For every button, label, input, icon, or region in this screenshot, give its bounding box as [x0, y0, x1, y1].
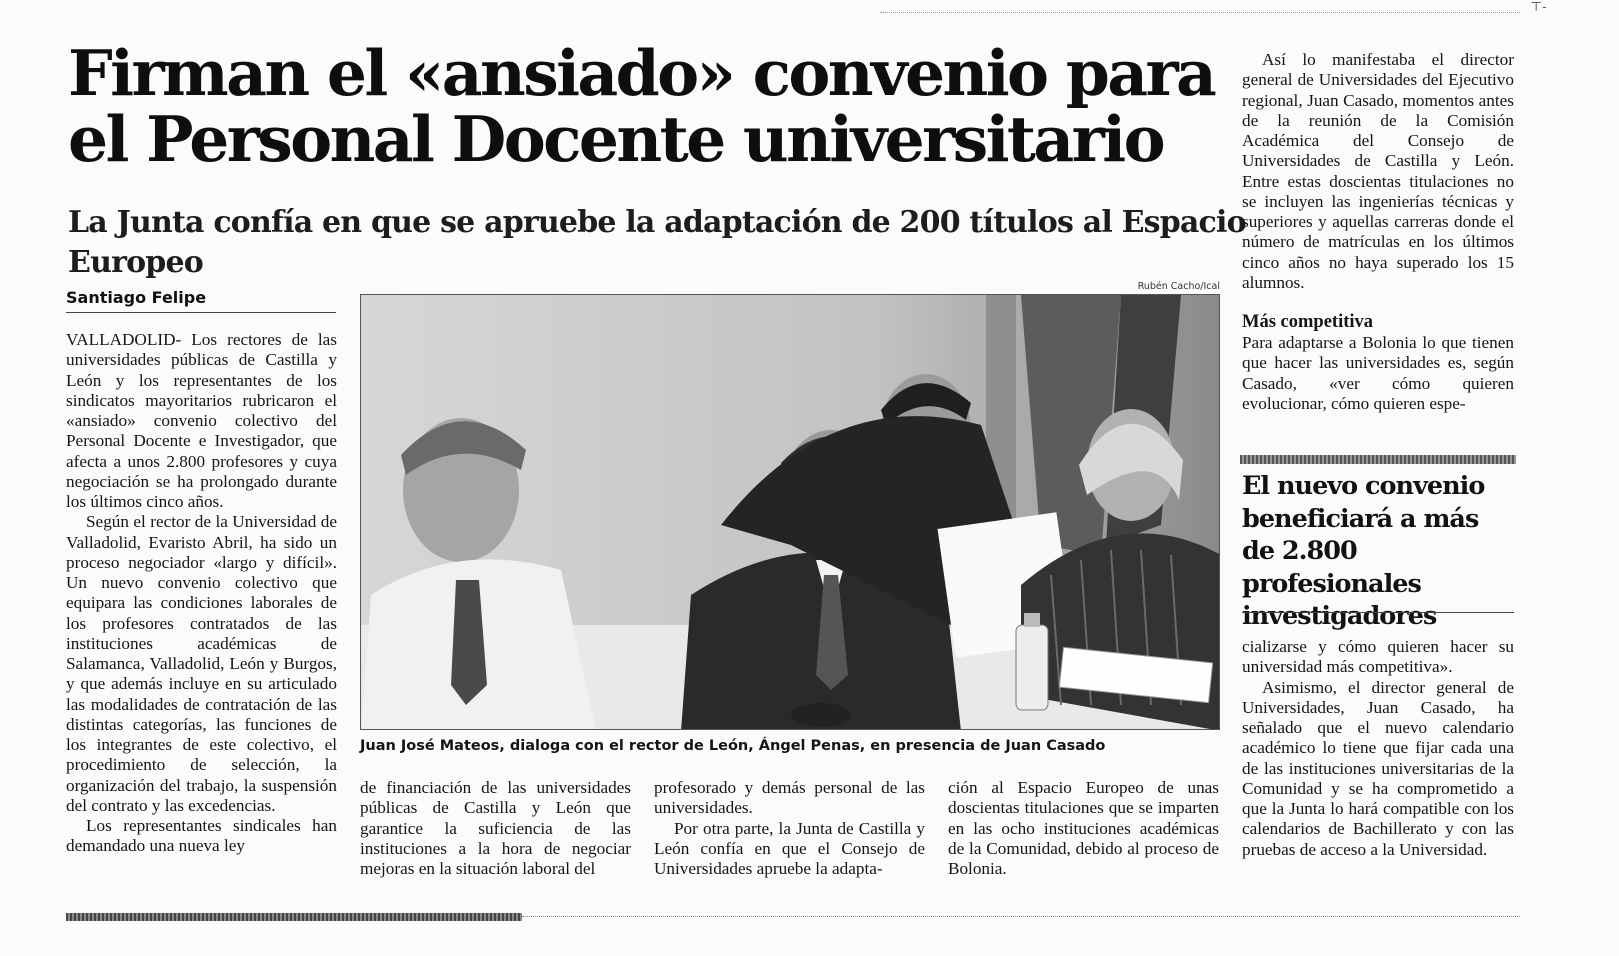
paragraph: profesorado y demás personal de las universidades.	[654, 778, 925, 818]
paragraph: cializarse y cómo quieren hacer su universidad más competitiva».	[1242, 637, 1514, 677]
paragraph: VALLADOLID- Los rectores de las universidades públicas de Castilla y León y los representantes de los sindicatos mayoritarios rubricaron el «ansiado» convenio colectivo del Personal Docente e Investigador, que afecta a unos 2.800 profesores y cuya negociación se ha prolongado durante los últimos cinco años.	[66, 330, 337, 511]
byline: Santiago Felipe	[66, 288, 207, 307]
paragraph: Para adaptarse a Bolonia lo que tienen que hacer las universidades es, según Casado, «ver cómo quieren evolucionar, cómo quieren espe-	[1242, 333, 1514, 413]
section-subhead: Más competitiva	[1242, 312, 1374, 332]
article-column-1	[66, 330, 337, 857]
article-column-4	[948, 778, 1219, 879]
pullquote-band	[1240, 455, 1516, 464]
paragraph: Así lo manifestaba el director general de Universidades del Ejecutivo regional, Juan Casado, momentos antes de la reunión de la Comisión Académica del Consejo de Universidades de Castilla y León. Entre estas doscientas titulaciones no se incluyen las ingenierías técnicas y superiores y aquellas carreras donde el número de matrículas en los últimos cinco años no haya superado los 15 alumnos.	[1242, 50, 1514, 292]
news-photo	[360, 294, 1220, 730]
pullquote-headline: El nuevo convenio beneficiará a más de 2.800 profesionales investigadores	[1242, 471, 1485, 631]
paragraph: Los representantes sindicales han demandado una nueva ley	[66, 816, 337, 856]
page-corner-mark: ⊤‐	[1530, 0, 1547, 15]
photo-illustration	[361, 295, 1220, 730]
photo-caption: Juan José Mateos, dialoga con el rector de León, Ángel Penas, en presencia de Juan Casado	[360, 738, 1106, 754]
top-rule	[880, 12, 1520, 13]
paragraph: Asimismo, el director general de Universidades, Juan Casado, ha señalado que el nuevo calendario académico lo tiene que fijar cada una de las instituciones universitarias de la Comunidad y se ha comprometido a que la Junta lo hará compatible con los calendarios de Bachillerato y con las pruebas de acceso a la Universidad.	[1242, 677, 1514, 859]
paragraph: Por otra parte, la Junta de Castilla y León confía en que el Consejo de Universidades apruebe la adapta-	[654, 818, 925, 878]
byline-rule	[66, 312, 336, 313]
paragraph: ción al Espacio Europeo de unas doscientas titulaciones que se imparten en las ocho instituciones académicas de la Comunidad, debido al proceso de Bolonia.	[948, 778, 1219, 878]
subheadline: La Junta confía en que se apruebe la adaptación de 200 títulos al Espacio Europeo	[68, 205, 1246, 280]
pullquote-rule	[1242, 612, 1514, 613]
bottom-band	[66, 913, 522, 921]
article-column-3	[654, 778, 925, 879]
headline: Firman el «ansiado» convenio para el Personal Docente universitario	[68, 36, 1215, 176]
photo-credit: Rubén Cacho/Ical	[1137, 281, 1220, 292]
article-column-6	[1242, 637, 1514, 860]
bottom-rule	[522, 916, 1520, 917]
paragraph: de financiación de las universidades públicas de Castilla y León que garantice la suficiencia de las instituciones a la hora de negociar mejoras en la situación laboral del	[360, 778, 631, 878]
article-column-2	[360, 778, 631, 879]
article-column-5	[1242, 50, 1514, 414]
paragraph: Según el rector de la Universidad de Valladolid, Evaristo Abril, ha sido un proceso negociador «largo y difícil». Un nuevo convenio colectivo que equipara las condiciones laborales de los profesores contratados de las instituciones académicas de Salamanca, Valladolid, León y Burgos, y que además incluye en su articulado las modalidades de contratación de las distintas categorías, las funciones de los integrantes de este colectivo, el procedimiento de selección, la organización del trabajo, la suspensión del contrato y las excedencias.	[66, 512, 337, 815]
